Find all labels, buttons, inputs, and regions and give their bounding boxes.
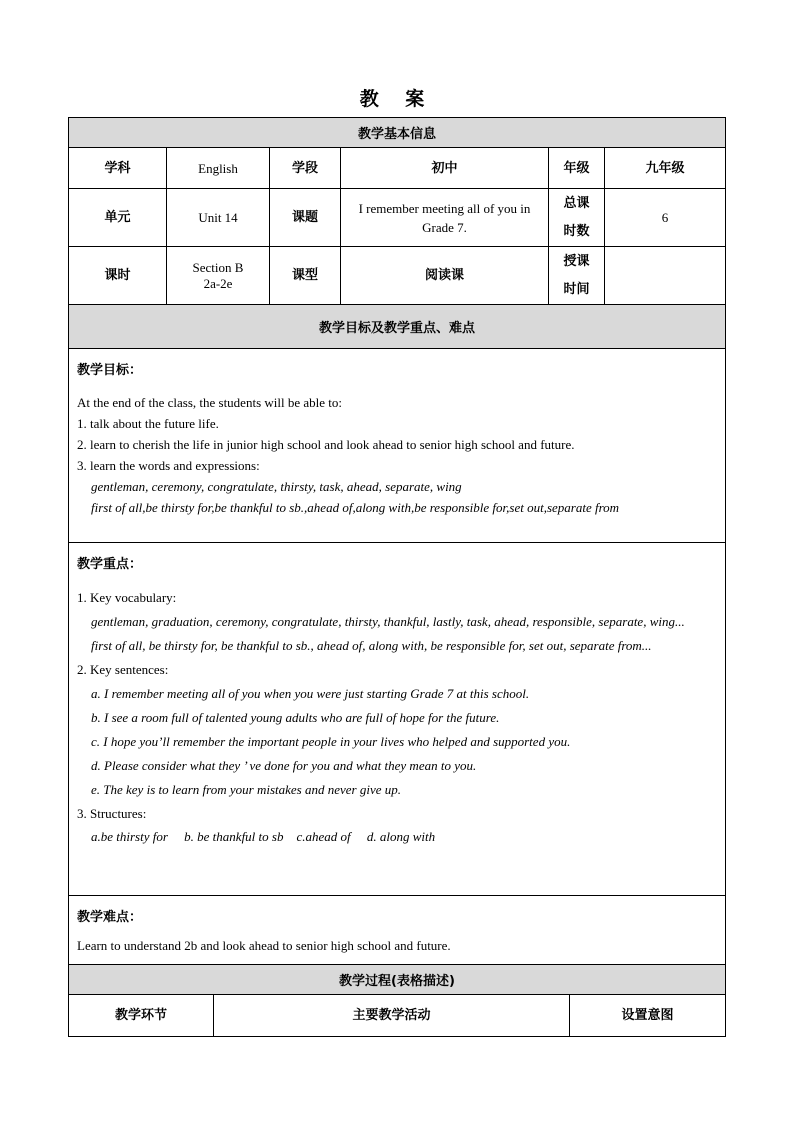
teaching-time-label-line1: 授课 [563,253,590,269]
period-value-line1: Section B [192,259,244,275]
key-sentence: e. The key is to learn from your mistakes and never give up. [91,782,402,797]
teaching-time-label-line2: 时间 [563,281,590,297]
process-col-stage: 教学环节 [114,1008,167,1023]
objective-phrases-line: first of all,be thirsty for,be thankful to sb.,ahead of,along with,be responsible for,set out,separate from [91,500,620,515]
period-value-line2: 2a-2e [203,275,233,291]
structures-list: a.be thirsty for b. be thankful to sb c.ahead of d. along with [91,829,436,844]
objective-line: 2. learn to cherish the life in junior high school and look ahead to senior high school and future. [77,437,575,452]
key-points-section [68,543,726,896]
key-sentence: d. Please consider what they ’ ve done for you and what they mean to you. [91,758,477,773]
stage-label: 学段 [269,148,340,188]
teaching-time-label [548,247,604,304]
page-title: 教 案 [359,88,435,110]
key-sentences-label: 2. Key sentences: [77,662,169,677]
total-hours-label-line1: 总课 [563,195,590,211]
objectives-heading: 教学目标： [77,363,143,378]
process-col-activities: 主要教学活动 [213,995,569,1036]
grade-label: 年级 [548,148,604,188]
process-header: 教学过程(表格描述) [68,965,726,995]
type-value: 阅读课 [340,247,548,304]
difficulties-section [68,896,726,965]
topic-value: I remember meeting all of you in Grade 7. [340,189,548,246]
total-hours-value: 6 [604,189,725,246]
total-hours-label-line2: 时数 [563,223,590,239]
topic-label: 课题 [269,189,340,246]
subject-value: English [166,148,269,188]
teaching-time-value [604,247,725,304]
difficulties-heading: 教学难点： [77,910,143,925]
key-sentence: b. I see a room full of talented young adults who are full of hope for the future. [91,710,500,725]
unit-value: Unit 14 [166,189,269,246]
info-row-period [68,247,726,305]
process-columns-row [68,995,726,1037]
type-label: 课型 [269,247,340,304]
unit-label: 单元 [104,210,131,225]
key-vocab-words: gentleman, graduation, ceremony, congratulate, thirsty, thankful, lastly, task, ahead, responsible, separate, wing... [91,614,685,629]
info-row-subject [68,148,726,189]
objective-line: 1. talk about the future life. [77,416,219,431]
key-vocab-label: 1. Key vocabulary: [77,590,177,605]
goals-header: 教学目标及教学重点、难点 [68,305,726,349]
grade-value: 九年级 [604,148,725,188]
key-sentence: c. I hope you’ll remember the important people in your lives who helped and supported you. [91,734,571,749]
difficulties-text: Learn to understand 2b and look ahead to senior high school and future. [77,938,451,953]
period-value [166,247,269,304]
objective-vocab-line: gentleman, ceremony, congratulate, thirsty, task, ahead, separate, wing [91,479,462,494]
total-hours-label [548,189,604,246]
key-sentence: a. I remember meeting all of you when you were just starting Grade 7 at this school. [91,686,530,701]
subject-label: 学科 [104,160,131,176]
period-label: 课时 [104,268,131,283]
basic-info-header: 教学基本信息 [68,117,726,148]
structures-label: 3. Structures: [77,806,147,821]
objectives-section [68,349,726,543]
info-row-unit [68,189,726,247]
key-points-heading: 教学重点： [77,557,143,572]
stage-value: 初中 [340,148,548,188]
objective-line: 3. learn the words and expressions: [77,458,260,473]
objective-line: At the end of the class, the students will be able to: [77,395,342,410]
process-col-intent: 设置意图 [569,995,725,1036]
lesson-plan-table [68,117,726,1037]
key-vocab-phrases: first of all, be thirsty for, be thankful to sb., ahead of, along with, be responsible for, set out, separate from... [91,638,652,653]
